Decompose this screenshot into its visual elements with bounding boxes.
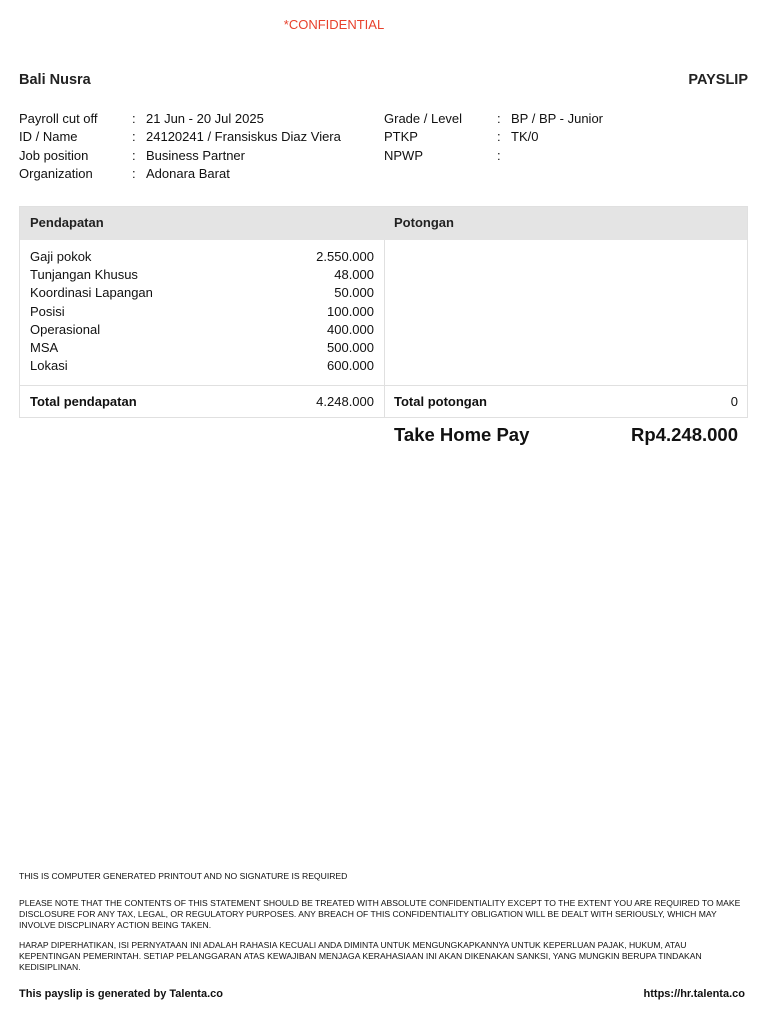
earning-amount: 500.000 — [327, 339, 374, 355]
earning-row — [30, 248, 374, 266]
info-separator: : — [497, 147, 501, 163]
document-title: PAYSLIP — [688, 72, 748, 88]
info-row-npwp — [384, 147, 744, 165]
info-separator: : — [497, 111, 501, 126]
info-row-payroll-cutoff — [19, 110, 379, 128]
info-row-ptkp — [384, 128, 744, 146]
info-label: Grade / Level — [384, 111, 463, 126]
info-value: Adonara Barat — [146, 165, 230, 181]
footer-bottom — [19, 988, 745, 1000]
info-separator: : — [132, 147, 136, 163]
info-value: 24120241 / Fransiskus Diaz Viera — [146, 129, 341, 145]
info-value: 21 Jun - 20 Jul 2025 — [146, 111, 264, 126]
earning-name: MSA — [30, 339, 59, 355]
info-value: Business Partner — [146, 147, 245, 163]
payslip-table — [19, 206, 748, 418]
info-row-organization — [19, 165, 379, 183]
total-earnings-amount: 4.248.000 — [316, 394, 374, 409]
earning-row — [30, 357, 374, 375]
column-divider — [384, 240, 385, 418]
info-label: Job position — [19, 147, 89, 163]
total-deductions-amount: 0 — [730, 394, 738, 409]
total-earnings-label: Total pendapatan — [30, 394, 137, 409]
earning-name: Tunjangan Khusus — [30, 267, 138, 283]
total-earnings-row — [30, 386, 374, 418]
deductions-heading: Potongan — [394, 215, 454, 230]
employee-info-left — [19, 110, 379, 183]
info-separator: : — [132, 111, 136, 126]
info-row-job-position — [19, 147, 379, 165]
talenta-url-link[interactable]: https://hr.talenta.co — [643, 988, 745, 1000]
total-deductions-label: Total potongan — [394, 394, 487, 409]
info-label: Organization — [19, 165, 93, 181]
earning-name: Operasional — [30, 321, 101, 337]
table-header — [20, 207, 747, 240]
earning-row — [30, 284, 374, 302]
total-deductions-row — [394, 386, 738, 418]
earning-row — [30, 303, 374, 321]
earning-amount: 400.000 — [327, 321, 374, 337]
earning-row — [30, 266, 374, 284]
earning-name: Lokasi — [30, 358, 68, 374]
earning-row — [30, 321, 374, 339]
info-separator: : — [132, 165, 136, 181]
info-separator: : — [497, 129, 501, 145]
info-label: PTKP — [384, 129, 418, 145]
info-value: TK/0 — [511, 129, 539, 145]
earning-amount: 100.000 — [327, 303, 374, 319]
earnings-list — [30, 248, 374, 375]
info-label: NPWP — [384, 147, 423, 163]
earning-amount: 50.000 — [334, 285, 374, 301]
info-row-grade-level — [384, 110, 744, 128]
employee-info-right — [384, 110, 744, 165]
earning-amount: 48.000 — [334, 267, 374, 283]
footer-note-confidentiality-en: PLEASE NOTE THAT THE CONTENTS OF THIS STATEMENT SHOULD BE TREATED WITH ABSOLUTE CONFIDENTIALITY EXCEPT TO THE EXTENT YOU ARE REQUIRED TO MAKE DISCLOSURE FOR ANY TAX, LEGAL, OR REGULATORY PURPOSES. ANY BREACH OF THIS CONFIDENTIALITY OBLIGATION WILL BE DEALT WITH SERIOUSLY, WHICH MAY INVOLVE DISCPLINARY ACTION BEING TAKEN. — [19, 898, 741, 930]
take-home-pay-label: Take Home Pay — [394, 424, 530, 445]
info-value: BP / BP - Junior — [511, 111, 604, 126]
earning-amount: 2.550.000 — [316, 249, 374, 264]
info-label: ID / Name — [19, 129, 78, 145]
earning-row — [30, 339, 374, 357]
earning-name: Posisi — [30, 303, 65, 319]
take-home-pay-amount: Rp4.248.000 — [631, 424, 738, 445]
earning-name: Koordinasi Lapangan — [30, 285, 153, 301]
take-home-pay — [394, 424, 738, 446]
earnings-heading: Pendapatan — [30, 215, 104, 230]
generated-by-text: This payslip is generated by Talenta.co — [19, 988, 223, 1000]
earning-name: Gaji pokok — [30, 249, 92, 264]
info-row-id-name — [19, 128, 379, 146]
footer-note-confidentiality-id: HARAP DIPERHATIKAN, ISI PERNYATAAN INI ADALAH RAHASIA KECUALI ANDA DIMINTA UNTUK MENGUNGKAPKANNYA UNTUK KEPERLUAN PAJAK, HUKUM, ATAU KEPENTINGAN PEMERINTAH. SETIAP PELANGGARAN ATAS KEWAJIBAN MENJAGA KERAHASIAAN INI AKAN DIKENAKAN SANKSI, YANG MUNGKIN BERUPA TINDAKAN KEDISIPLINAN. — [19, 940, 702, 972]
footer-note-signature: THIS IS COMPUTER GENERATED PRINTOUT AND NO SIGNATURE IS REQUIRED — [19, 871, 348, 881]
company-name: Bali Nusra — [19, 72, 91, 88]
info-label: Payroll cut off — [19, 111, 98, 126]
confidential-label: *CONFIDENTIAL — [283, 17, 385, 32]
info-value — [511, 147, 744, 165]
earning-amount: 600.000 — [327, 358, 374, 374]
info-separator: : — [132, 129, 136, 145]
